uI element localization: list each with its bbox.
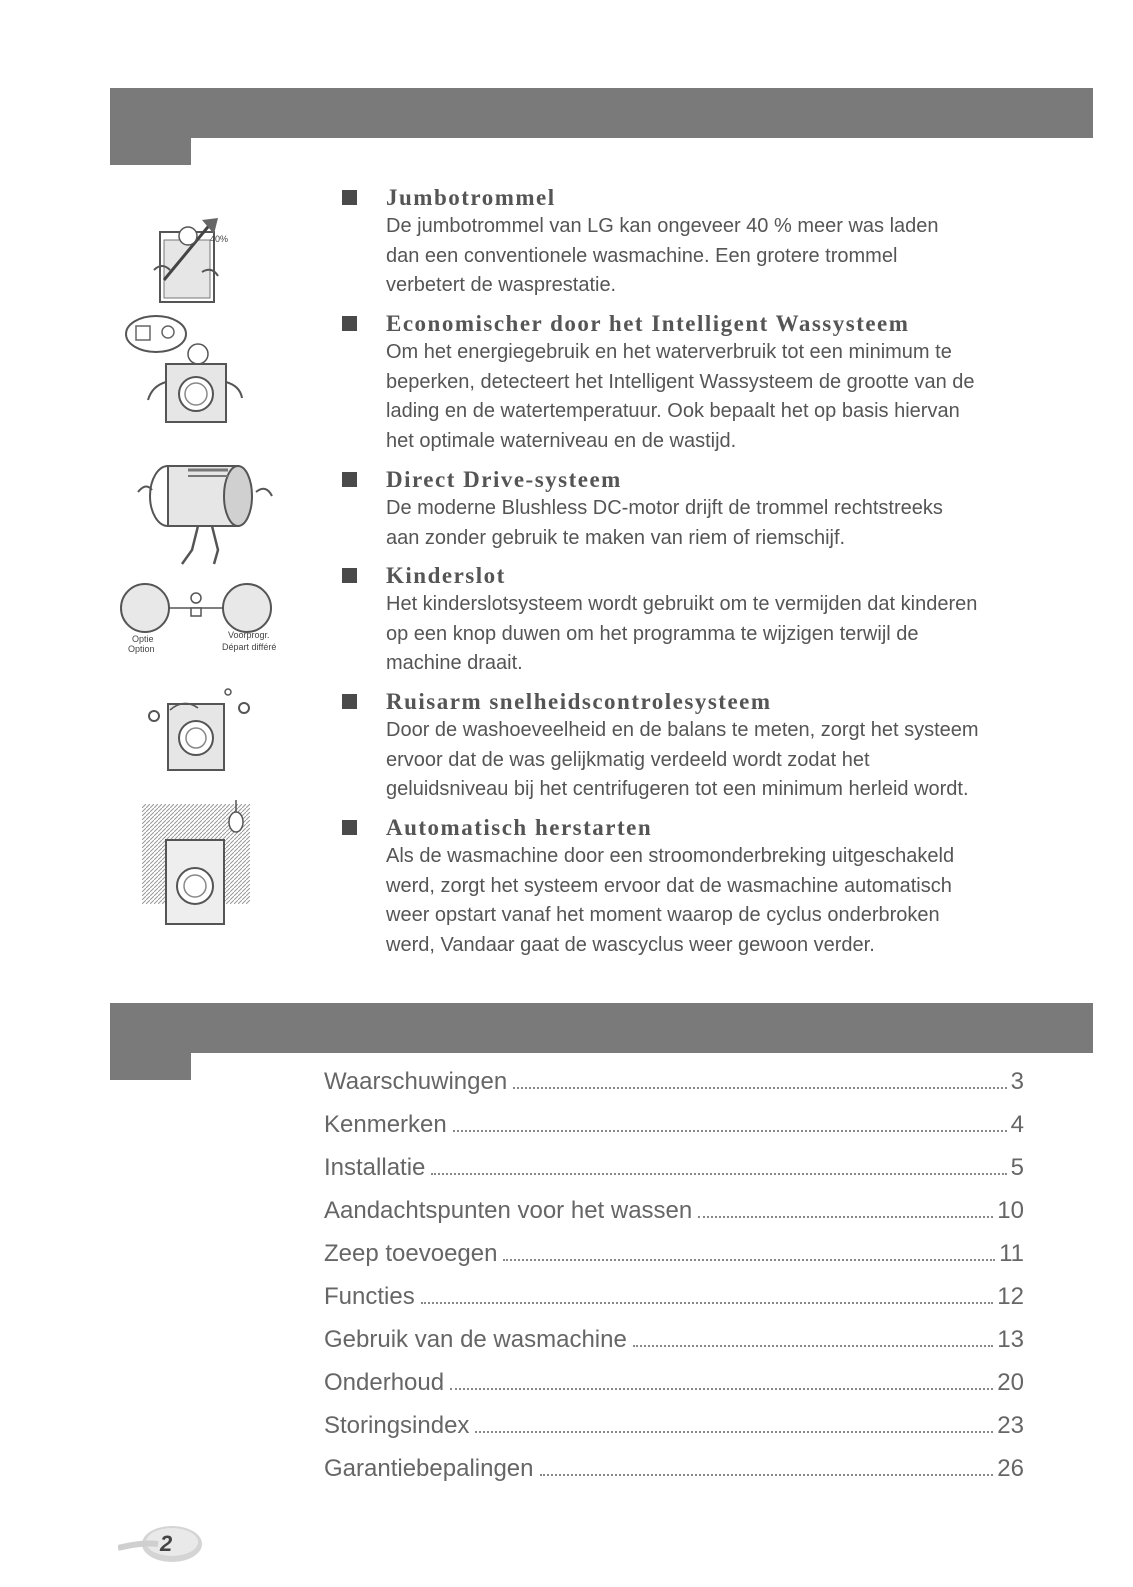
table-of-contents [324, 1068, 1024, 1498]
toc-leader [503, 1259, 995, 1261]
feature-body: Als de wasmachine door een stroomonderbreking uitgeschakeld werd, zorgt het systeem ervoor dat de wasmachine automatisch weer opstart vanaf het moment waarop de cyclus onderbroken werd, Vandaar gaat de wascyclus weer gewoon verder. [386, 845, 955, 956]
feature-title: Jumbotrommel [386, 185, 556, 210]
auto-restart-illustration [138, 800, 258, 930]
toc-leader [633, 1345, 993, 1347]
feature-title: Kinderslot [386, 563, 506, 588]
toc-leader [475, 1431, 993, 1433]
feature-title: Ruisarm snelheidscontrolesysteem [386, 689, 772, 714]
bullet-square-icon [342, 694, 357, 709]
feature-title: Automatisch herstarten [386, 815, 653, 840]
bullet-square-icon [342, 190, 357, 205]
toc-page: 10 [997, 1197, 1024, 1224]
feature-title: Economischer door het Intelligent Wassysteem [386, 311, 910, 336]
feature-low-noise [340, 688, 1080, 805]
toc-page: 26 [997, 1455, 1024, 1482]
toc-label: Gebruik van de wasmachine [324, 1326, 627, 1353]
toc-leader [453, 1130, 1007, 1132]
low-noise-illustration [140, 686, 260, 776]
toc-entry[interactable] [324, 1111, 1024, 1154]
page-number-badge [118, 1522, 206, 1566]
intelligent-wash-illustration [118, 312, 248, 432]
child-lock-right-label-1: Voorprogr. [228, 630, 270, 640]
toc-label: Zeep toevoegen [324, 1240, 498, 1267]
toc-label: Functies [324, 1283, 415, 1310]
toc-label: Kenmerken [324, 1111, 447, 1138]
child-lock-right-label-2: Départ différé [222, 642, 277, 652]
toc-leader [698, 1216, 993, 1218]
feature-body: Het kinderslotsysteem wordt gebruikt om te vermijden dat kinderen op een knop duwen om het programma te wijzigen terwijl de machine draait. [386, 593, 978, 674]
toc-page: 4 [1010, 1111, 1024, 1138]
toc-leader [431, 1173, 1006, 1175]
direct-drive-motor-illustration [128, 452, 278, 570]
toc-label: Installatie [324, 1154, 426, 1181]
toc-entry[interactable] [324, 1154, 1024, 1197]
toc-entry[interactable] [324, 1068, 1024, 1111]
toc-entry[interactable] [324, 1283, 1024, 1326]
toc-page: 5 [1010, 1154, 1024, 1181]
toc-label: Aandachtspunten voor het wassen [324, 1197, 693, 1224]
toc-label: Storingsindex [324, 1412, 470, 1439]
bullet-square-icon [342, 820, 357, 835]
jumbo-drum-illustration [150, 210, 240, 306]
toc-entry[interactable] [324, 1412, 1024, 1455]
toc-page: 3 [1010, 1068, 1024, 1095]
feature-body: Door de washoeveelheid en de balans te meten, zorgt het systeem ervoor dat de was gelijkmatig verdeeld wordt zodat het geluidsniveau bij het centrifugeren tot een minimum herleid wordt. [386, 719, 979, 800]
feature-title: Direct Drive-systeem [386, 467, 622, 492]
feature-jumbo-drum [340, 184, 1080, 301]
toc-entry[interactable] [324, 1455, 1024, 1498]
bullet-square-icon [342, 316, 357, 331]
toc-label: Waarschuwingen [324, 1068, 508, 1095]
toc-leader [540, 1474, 994, 1476]
toc-page: 12 [997, 1283, 1024, 1310]
page-number: 2 [160, 1531, 173, 1556]
feature-body: De moderne Blushless DC-motor drijft de trommel rechtstreeks aan zonder gebruik te maken van riem of riemschijf. [386, 497, 943, 549]
toc-leader [513, 1087, 1006, 1089]
child-lock-left-label-2: Option [128, 644, 155, 654]
toc-page: 23 [997, 1412, 1024, 1439]
contents-header-tab [110, 1003, 191, 1080]
bullet-square-icon [342, 472, 357, 487]
toc-leader [450, 1388, 993, 1390]
toc-entry[interactable] [324, 1240, 1024, 1283]
feature-intelligent-wash [340, 310, 1080, 456]
bullet-square-icon [342, 568, 357, 583]
toc-leader [421, 1302, 994, 1304]
feature-auto-restart [340, 814, 1080, 960]
toc-label: Garantiebepalingen [324, 1455, 534, 1482]
toc-label: Onderhoud [324, 1369, 445, 1396]
jumbo-badge: 40% [210, 234, 229, 244]
toc-entry[interactable] [324, 1197, 1024, 1240]
feature-body: Om het energiegebruik en het waterverbruik tot een minimum te beperken, detecteert het Intelligent Wassysteem de grootte van de lading en de watertemperatuur. Ook bepaalt het op basis hiervan het optimale waterniveau en de wastijd. [386, 341, 975, 452]
child-lock-left-label-1: Optie [132, 634, 154, 644]
child-lock-illustration [112, 582, 292, 664]
feature-body: De jumbotrommel van LG kan ongeveer 40 % meer was laden dan een conventionele wasmachine. Een grotere trommel verbetert de wasprestatie. [386, 215, 939, 296]
toc-entry[interactable] [324, 1326, 1024, 1369]
toc-entry[interactable] [324, 1369, 1024, 1412]
features-header-band [110, 88, 1093, 138]
toc-page: 13 [997, 1326, 1024, 1353]
toc-page: 20 [997, 1369, 1024, 1396]
toc-page: 11 [999, 1240, 1024, 1267]
feature-direct-drive [340, 466, 1080, 553]
feature-child-lock [340, 562, 1080, 679]
contents-header-band [110, 1003, 1093, 1053]
features-header-tab [110, 88, 191, 165]
